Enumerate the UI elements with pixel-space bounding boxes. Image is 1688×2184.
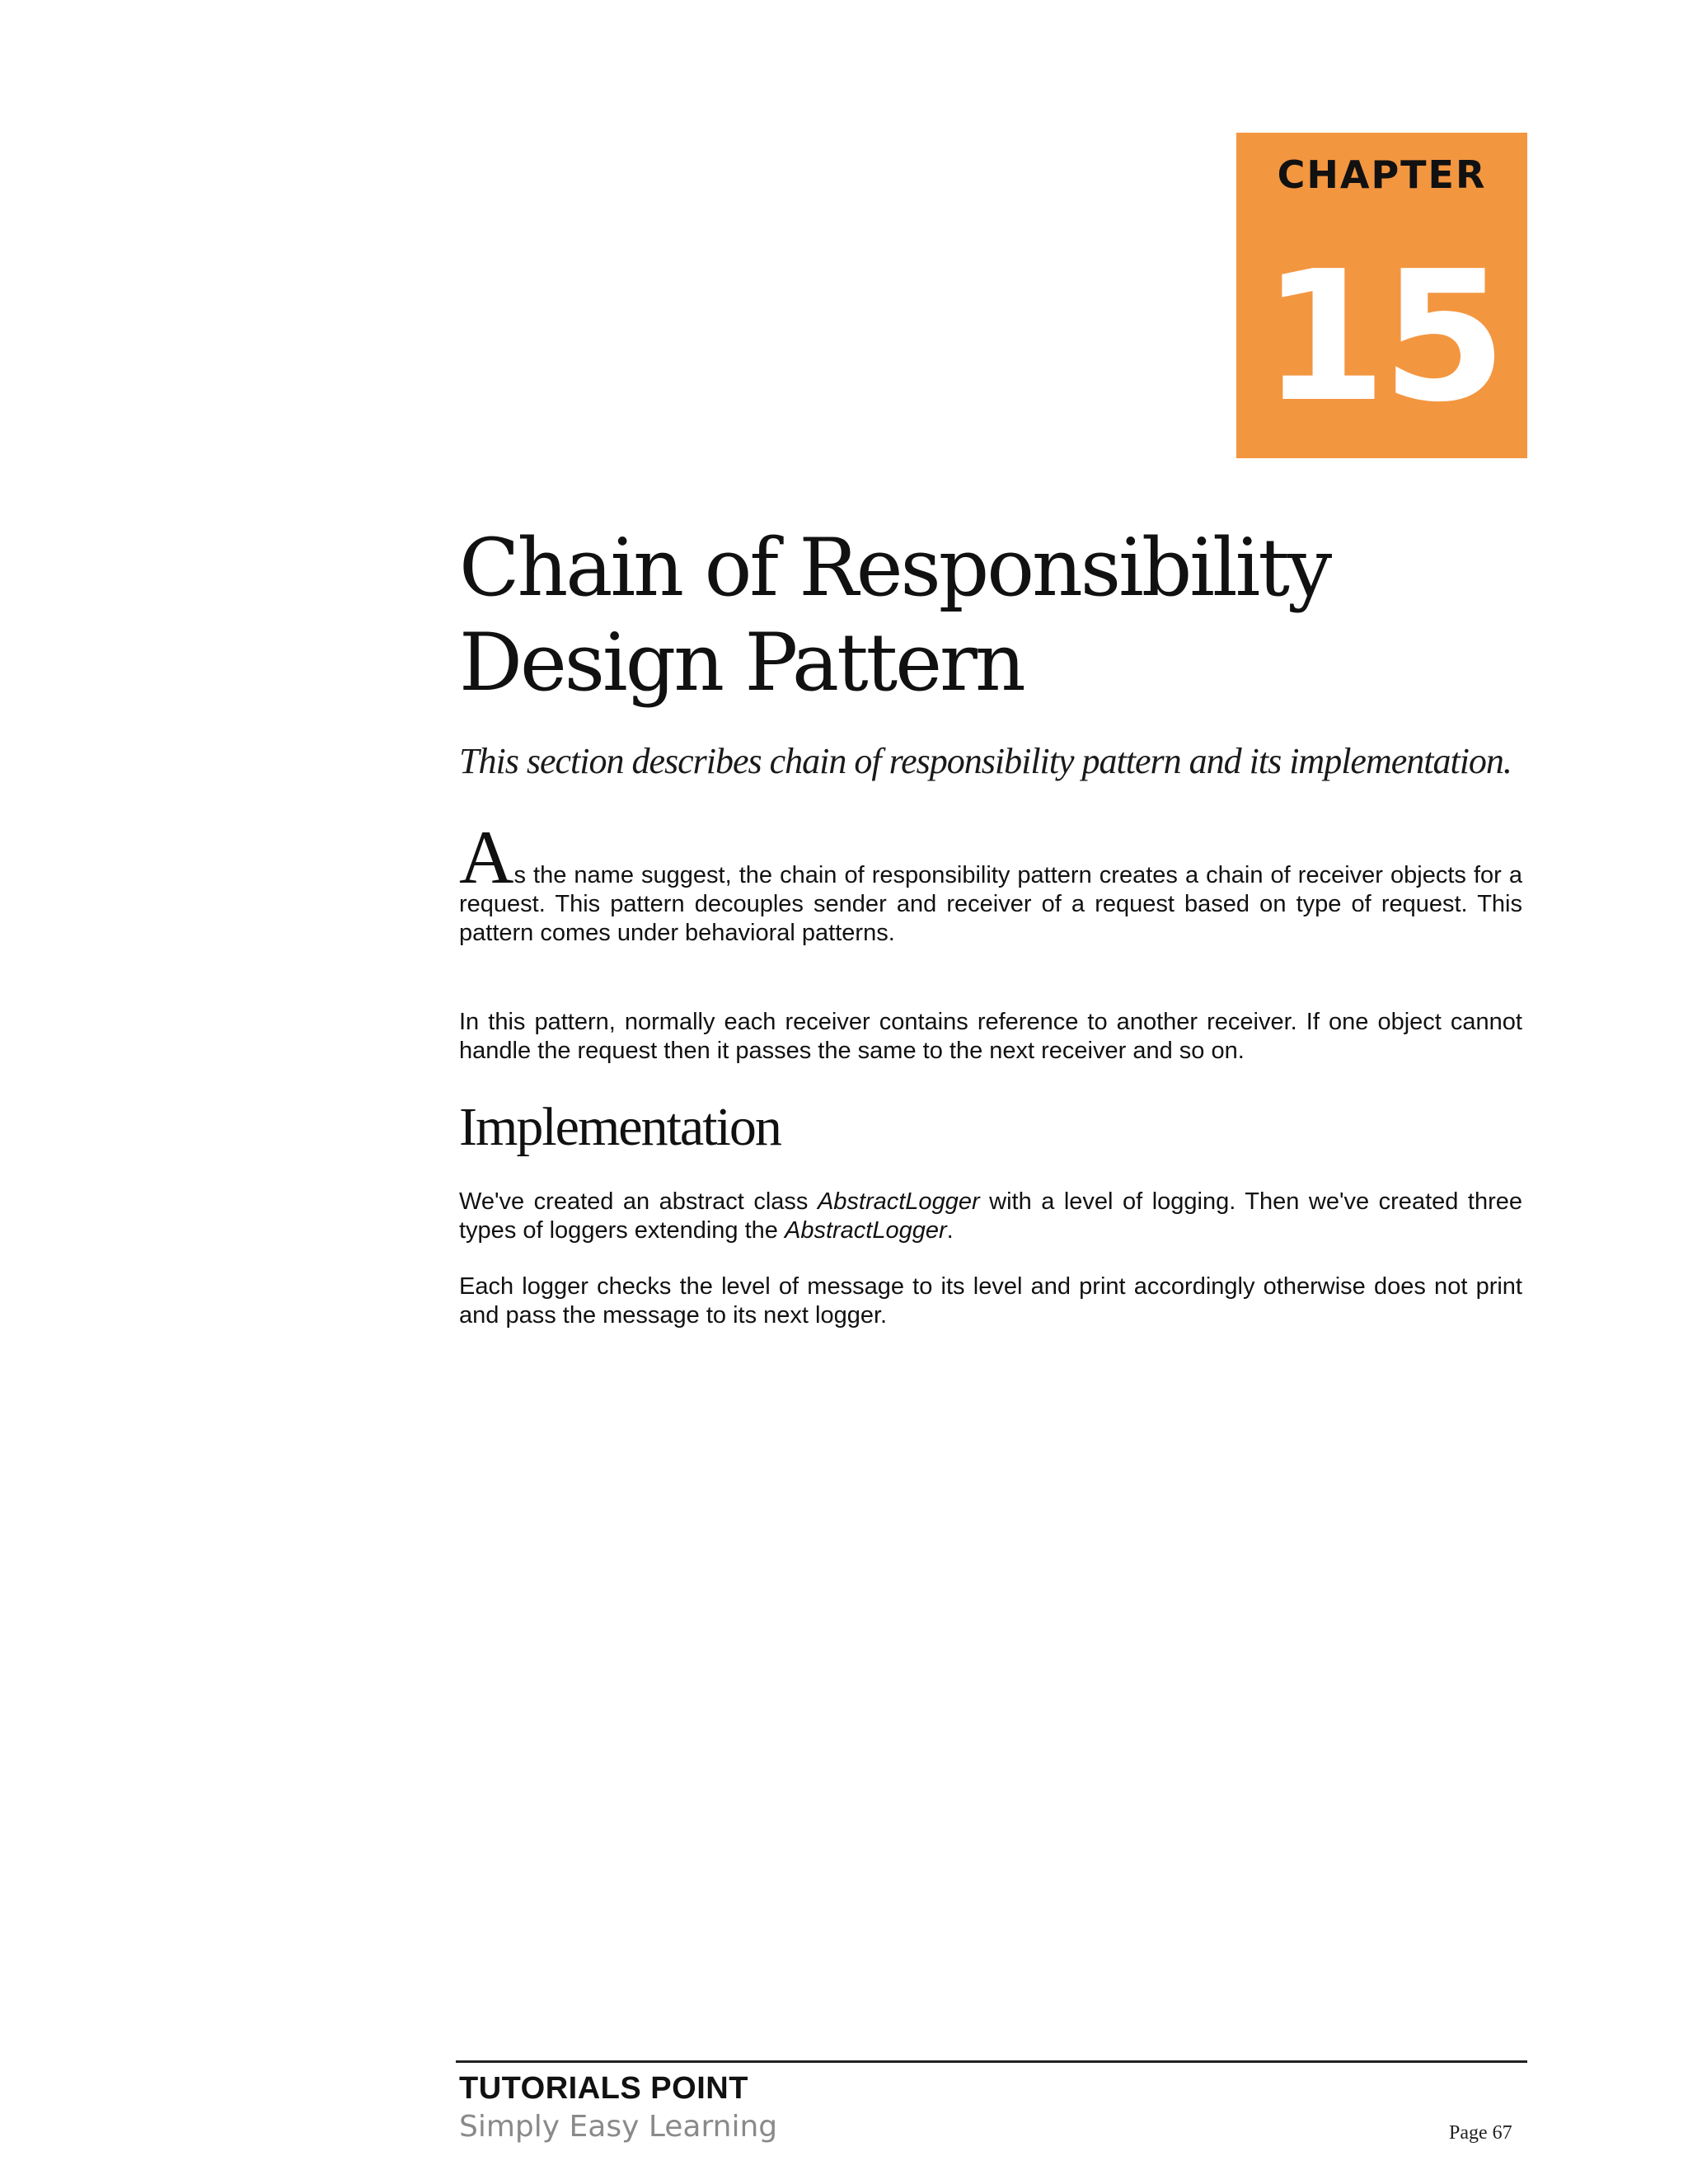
chapter-number: 15 (1261, 233, 1503, 442)
impl-class-name-2: AbstractLogger (784, 1217, 947, 1244)
page-subtitle: This section describes chain of responsibility pattern and its implementation. (459, 741, 1512, 781)
footer-divider (456, 2060, 1527, 2063)
chapter-badge (1236, 133, 1527, 458)
page-number: Page 67 (1449, 2122, 1512, 2144)
impl-text-2: with a level of logging. Then we've created three types of loggers extending the (459, 1188, 1522, 1244)
footer-tagline: Simply Easy Learning (459, 2110, 778, 2144)
page-title: Chain of Responsibility Design Pattern (459, 522, 1330, 709)
footer-brand: TUTORIALS POINT (459, 2071, 748, 2106)
drop-cap: A (459, 815, 514, 899)
implementation-paragraph-2: Each logger checks the level of message to its level and print accordingly otherwise does not print and pass the message to its next logger. (459, 1273, 1522, 1329)
implementation-heading: Implementation (459, 1097, 781, 1157)
chapter-label: CHAPTER (1277, 152, 1487, 197)
impl-text-1: We've created an abstract class (459, 1188, 818, 1215)
intro-text: s the name suggest, the chain of responsibility pattern creates a chain of receiver objects for a request. This pattern decouples sender and receiver of a request based on type of request. This pattern comes under behavioral patterns. (459, 862, 1522, 946)
implementation-paragraph-1 (459, 1188, 1522, 1245)
intro-paragraph (459, 815, 1522, 948)
impl-text-3: . (946, 1217, 954, 1244)
impl-class-name-1: AbstractLogger (817, 1188, 980, 1215)
second-paragraph: In this pattern, normally each receiver contains reference to another receiver. If one object cannot handle the request then it passes the same to the next receiver and so on. (459, 1009, 1522, 1064)
